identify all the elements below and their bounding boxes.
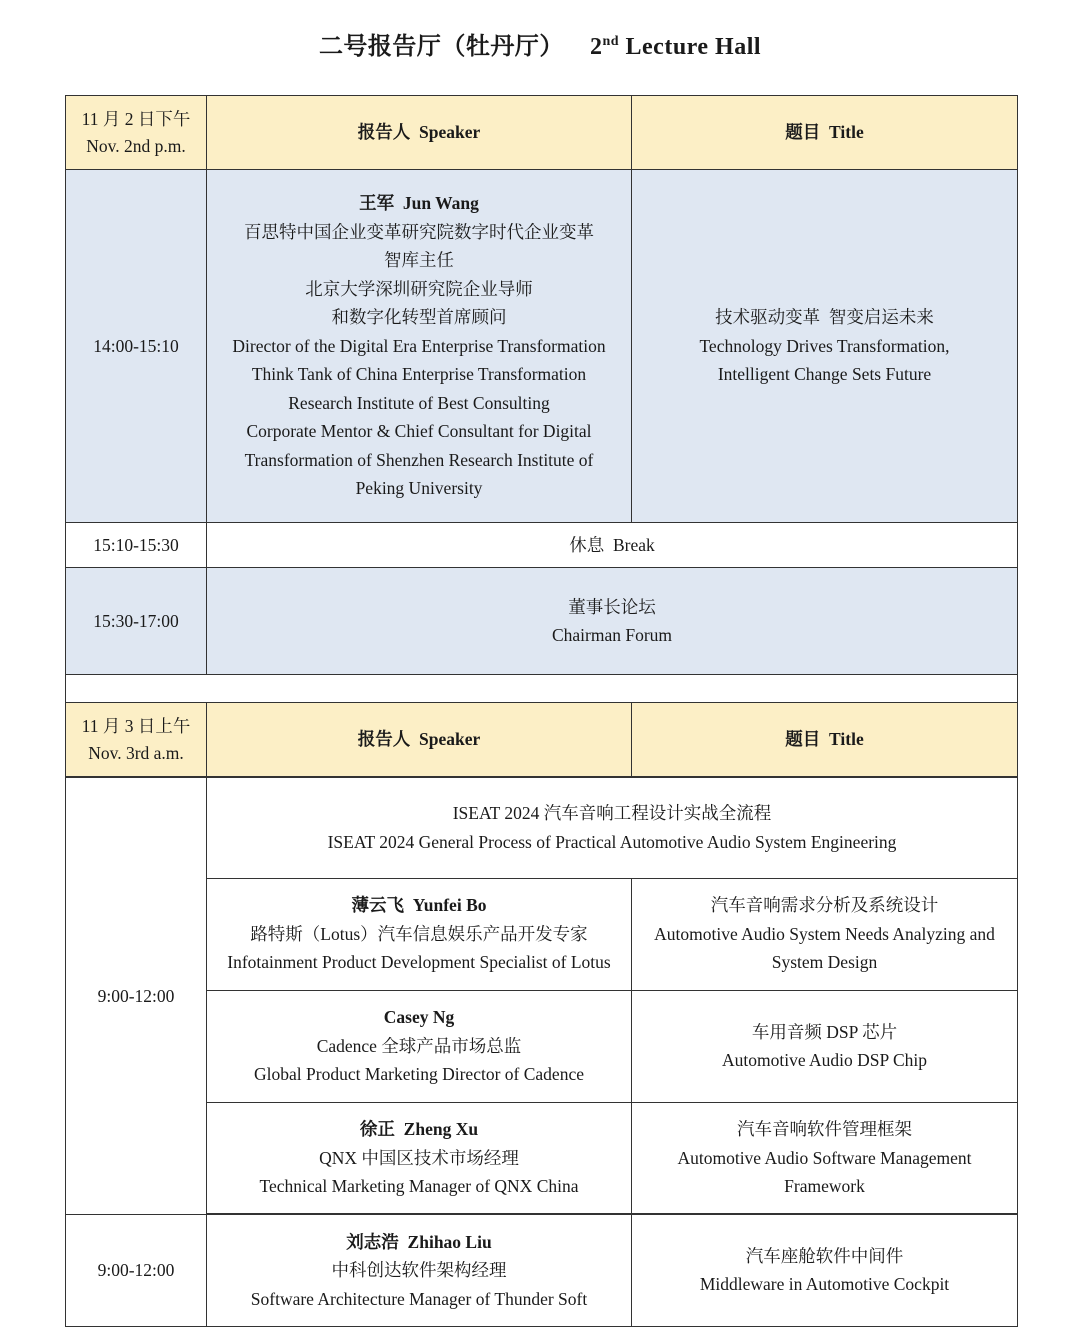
last-talk-row (66, 1214, 1018, 1326)
talk-row (66, 1102, 1018, 1214)
forum-row (66, 568, 1018, 675)
last-topic-cell (632, 1214, 1018, 1326)
day1-date-cell (66, 96, 207, 170)
break-label: 休息 Break (207, 523, 1018, 568)
day2-date-cn: 11 月 3 日上午 (81, 715, 191, 736)
day2-date-cell (66, 703, 207, 778)
talk-speaker-line: Global Product Marketing Director of Cadence (254, 1064, 584, 1085)
talk-topic-line: 车用音频 DSP 芯片 (751, 1021, 898, 1042)
talk-speaker-name: 薄云飞 Yunfei Bo (351, 895, 487, 916)
session1-topic-line: Technology Drives Transformation, (699, 335, 950, 356)
day1-date-cn: 11 月 2 日下午 (81, 108, 191, 129)
iseat-en: ISEAT 2024 General Process of Practical Automotive Audio System Engineering (327, 831, 897, 852)
session1-speaker-cell (207, 170, 632, 523)
talk-row (66, 990, 1018, 1102)
day2-speaker-header: 报告人 Speaker (207, 703, 632, 778)
talk-speaker-cell (207, 990, 632, 1102)
session1-speaker-line: 百思特中国企业变革研究院数字时代企业变革 (244, 221, 594, 242)
session1-speaker-line: 智库主任 (384, 250, 454, 271)
talk-speaker-cell (207, 1102, 632, 1214)
last-topic-line: 汽车座舱软件中间件 (745, 1245, 904, 1266)
forum-cell (207, 568, 1018, 675)
talk-speaker-line: Infotainment Product Development Specialist of Lotus (227, 952, 611, 973)
last-time: 9:00-12:00 (66, 1214, 207, 1326)
day2-date-en: Nov. 3rd a.m. (88, 742, 184, 763)
day2-block-time: 9:00-12:00 (66, 777, 207, 1214)
session1-speaker-line: 和数字化转型首席顾问 (331, 307, 507, 328)
session1-topic-cell (632, 170, 1018, 523)
break-time: 15:10-15:30 (66, 523, 207, 568)
title-en-sup: nd (602, 34, 620, 49)
talk-topic-line: System Design (771, 952, 878, 973)
iseat-row (66, 777, 1018, 878)
talk-topic-cell (632, 990, 1018, 1102)
forum-label-en: Chairman Forum (551, 625, 673, 645)
gap-cell (66, 675, 1018, 703)
talk-speaker-name: Casey Ng (383, 1007, 455, 1028)
iseat-cell (207, 777, 1018, 878)
talk-speaker-line: Technical Marketing Manager of QNX China (259, 1176, 579, 1196)
session1-speaker-line: Director of the Digital Era Enterprise Transformation (232, 335, 606, 356)
forum-time: 15:30-17:00 (66, 568, 207, 675)
day1-title-header: 题目 Title (632, 96, 1018, 170)
talk-topic-line: 汽车音响需求分析及系统设计 (710, 895, 939, 916)
talk-speaker-cell (207, 878, 632, 990)
iseat-cn: ISEAT 2024 汽车音响工程设计实战全流程 (452, 803, 772, 824)
day2-title-header: 题目 Title (632, 703, 1018, 778)
session1-topic-line: 技术驱动变革 智变启运未来 (715, 307, 934, 328)
talk-speaker-line: Cadence 全球产品市场总监 (316, 1035, 522, 1056)
talk-speaker-line: QNX 中国区技术市场经理 (319, 1147, 519, 1168)
title-en-rest: Lecture Hall (619, 34, 762, 60)
page-title (0, 26, 1080, 61)
last-topic-line: Middleware in Automotive Cockpit (699, 1274, 950, 1295)
forum-label-cn: 董事长论坛 (568, 596, 656, 617)
day2-header-row (66, 703, 1018, 778)
schedule-table (65, 95, 1018, 1327)
day1-date-en: Nov. 2nd p.m. (86, 135, 186, 156)
talk-topic-line: Automotive Audio Software Management (677, 1147, 972, 1168)
day1-header-row (66, 96, 1018, 170)
session1-topic-line: Intelligent Change Sets Future (717, 364, 932, 385)
session1-time: 14:00-15:10 (66, 170, 207, 523)
session1-speaker-line: Corporate Mentor & Chief Consultant for Digital (246, 421, 592, 442)
session1-speaker-line: 北京大学深圳研究院企业导师 (305, 278, 533, 299)
last-speaker-line: 中科创达软件架构经理 (331, 1260, 507, 1280)
title-en-num: 2 (589, 34, 603, 60)
session1-speaker-name: 王军 Jun Wang (359, 193, 479, 214)
session1-speaker-line: Peking University (355, 478, 483, 499)
talk-topic-line: 汽车音响软件管理框架 (737, 1119, 912, 1139)
last-speaker-name: 刘志浩 Zhihao Liu (346, 1231, 492, 1252)
talk-topic-cell (632, 1102, 1018, 1214)
title-cn: 二号报告厅（牡丹厅） (318, 34, 564, 60)
day1-speaker-header: 报告人 Speaker (207, 96, 632, 170)
session1-speaker-line: Transformation of Shenzhen Research Institute of (244, 449, 594, 470)
session1-speaker-line: Think Tank of China Enterprise Transformation (251, 364, 587, 385)
last-speaker-cell (207, 1214, 632, 1326)
session1-speaker-line: Research Institute of Best Consulting (288, 392, 550, 413)
talk-speaker-name: 徐正 Zheng Xu (359, 1119, 479, 1139)
talk-row (66, 878, 1018, 990)
talk-topic-line: Automotive Audio System Needs Analyzing and (654, 923, 995, 944)
talk-speaker-line: 路特斯（Lotus）汽车信息娱乐产品开发专家 (250, 923, 588, 944)
last-speaker-line: Software Architecture Manager of Thunder Soft (250, 1288, 588, 1309)
session1-row (66, 170, 1018, 523)
gap-row (66, 675, 1018, 703)
talk-topic-line: Framework (784, 1176, 865, 1196)
break-row (66, 523, 1018, 568)
talk-topic-cell (632, 878, 1018, 990)
talk-topic-line: Automotive Audio DSP Chip (721, 1050, 927, 1070)
